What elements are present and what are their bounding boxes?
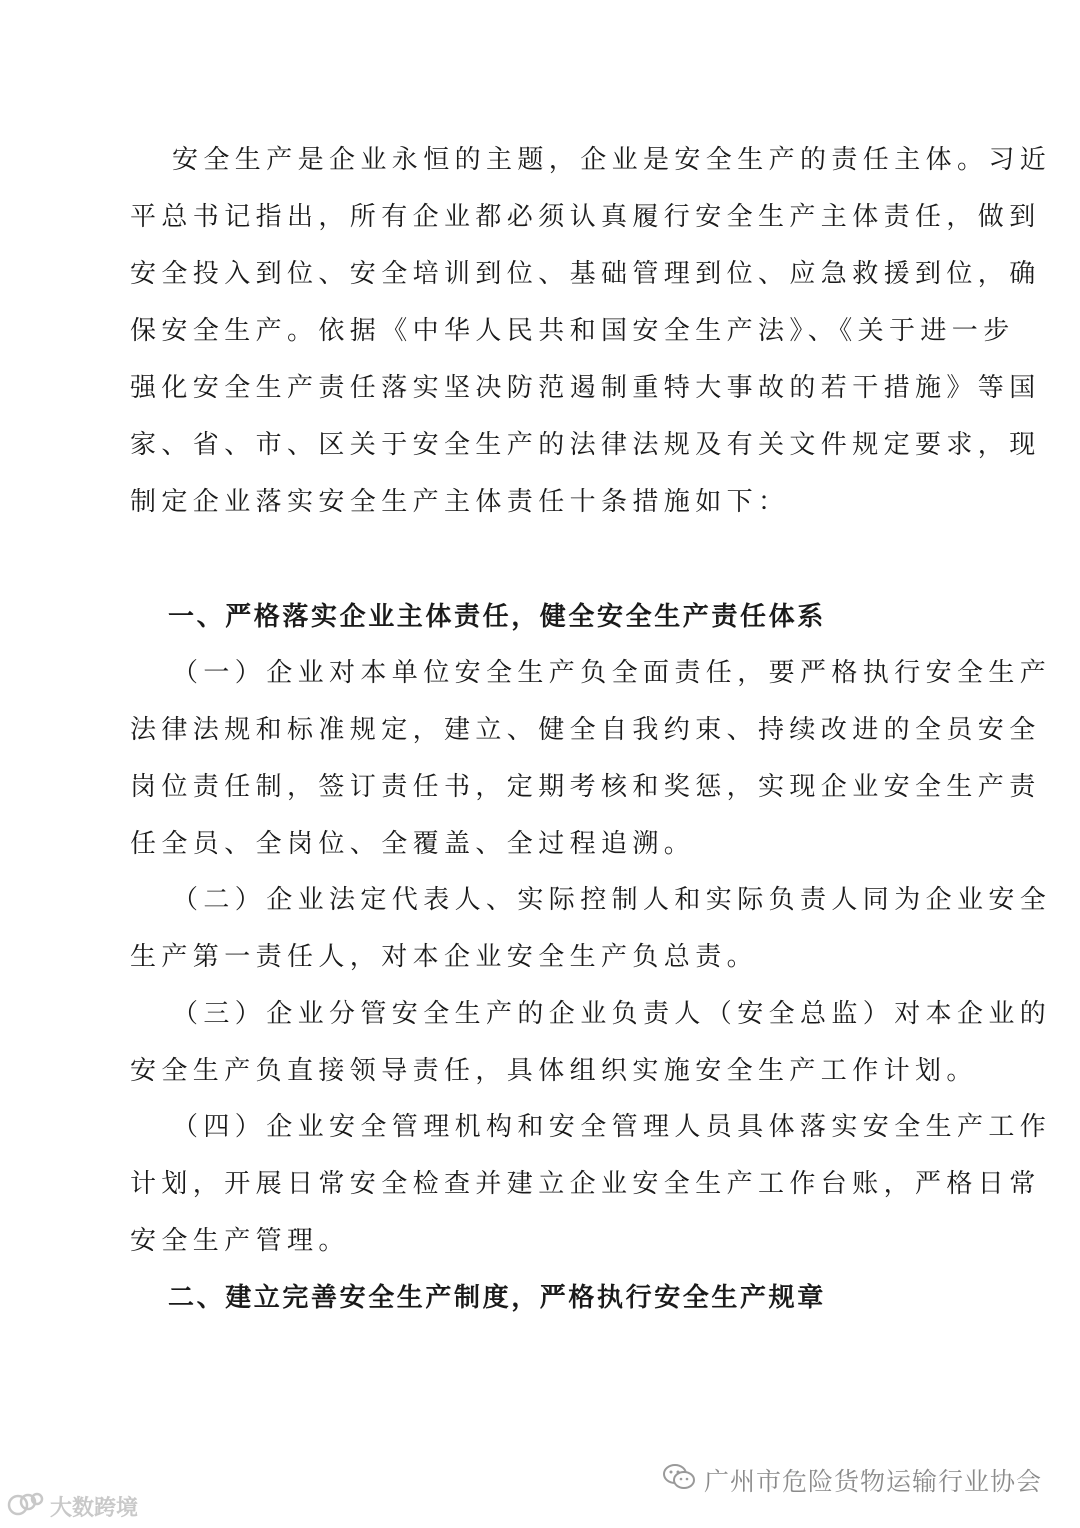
item3-line-2: 安全生产负直接领导责任，具体组织实施安全生产工作计划。 — [130, 1056, 978, 1086]
corner-watermark — [6, 1490, 138, 1522]
intro-line-7: 制定企业落实安全生产主体责任十条措施如下： — [130, 487, 790, 517]
item4-line-2: 计划，开展日常安全检查并建立企业安全生产工作台账，严格日常 — [130, 1169, 1041, 1199]
intro-line-3: 安全投入到位、安全培训到位、基础管理到位、应急救援到位，确 — [130, 259, 1041, 289]
wechat-icon — [662, 1462, 696, 1498]
item2-line-1: （二）企业法定代表人、实际控制人和实际负责人同为企业安全 — [172, 885, 1052, 915]
watermark-corner-text: 大数跨境 — [50, 1495, 139, 1521]
item2-line-2: 生产第一责任人，对本企业安全生产负总责。 — [130, 942, 759, 972]
watermark-source-text: 广州市危险货物运输行业协会 — [703, 1467, 1042, 1496]
item3-line-1: （三）企业分管安全生产的企业负责人（安全总监）对本企业的 — [172, 999, 1052, 1029]
item1-line-3: 岗位责任制，签订责任书，定期考核和奖惩，实现企业安全生产责 — [130, 772, 1041, 802]
intro-line-5: 强化安全生产责任落实坚决防范遏制重特大事故的若干措施》等国 — [130, 373, 1041, 403]
item4-line-1: （四）企业安全管理机构和安全管理人员具体落实安全生产工作 — [172, 1112, 1052, 1142]
item1-line-1: （一）企业对本单位安全生产负全面责任，要严格执行安全生产 — [172, 658, 1052, 688]
item1-line-4: 任全员、全岗位、全覆盖、全过程追溯。 — [130, 829, 696, 859]
source-watermark — [662, 1460, 1042, 1500]
intro-line-6: 家、省、市、区关于安全生产的法律法规及有关文件规定要求，现 — [130, 430, 1041, 460]
section-heading-2: 二、建立完善安全生产制度，严格执行安全生产规章 — [168, 1283, 826, 1313]
intro-line-4: 保安全生产。依据《中华人民共和国安全生产法》、《关于进一步 — [130, 316, 1015, 346]
section-heading-1: 一、严格落实企业主体责任，健全安全生产责任体系 — [168, 602, 826, 632]
item1-line-2: 法律法规和标准规定，建立、健全自我约束、持续改进的全员安全 — [130, 715, 1041, 745]
item4-line-3: 安全生产管理。 — [130, 1226, 350, 1256]
weibo-icon — [6, 1489, 46, 1523]
intro-line-1: 安全生产是企业永恒的主题，企业是安全生产的责任主体。习近 — [172, 145, 1052, 175]
intro-line-2: 平总书记指出，所有企业都必须认真履行安全生产主体责任，做到 — [130, 202, 1041, 232]
